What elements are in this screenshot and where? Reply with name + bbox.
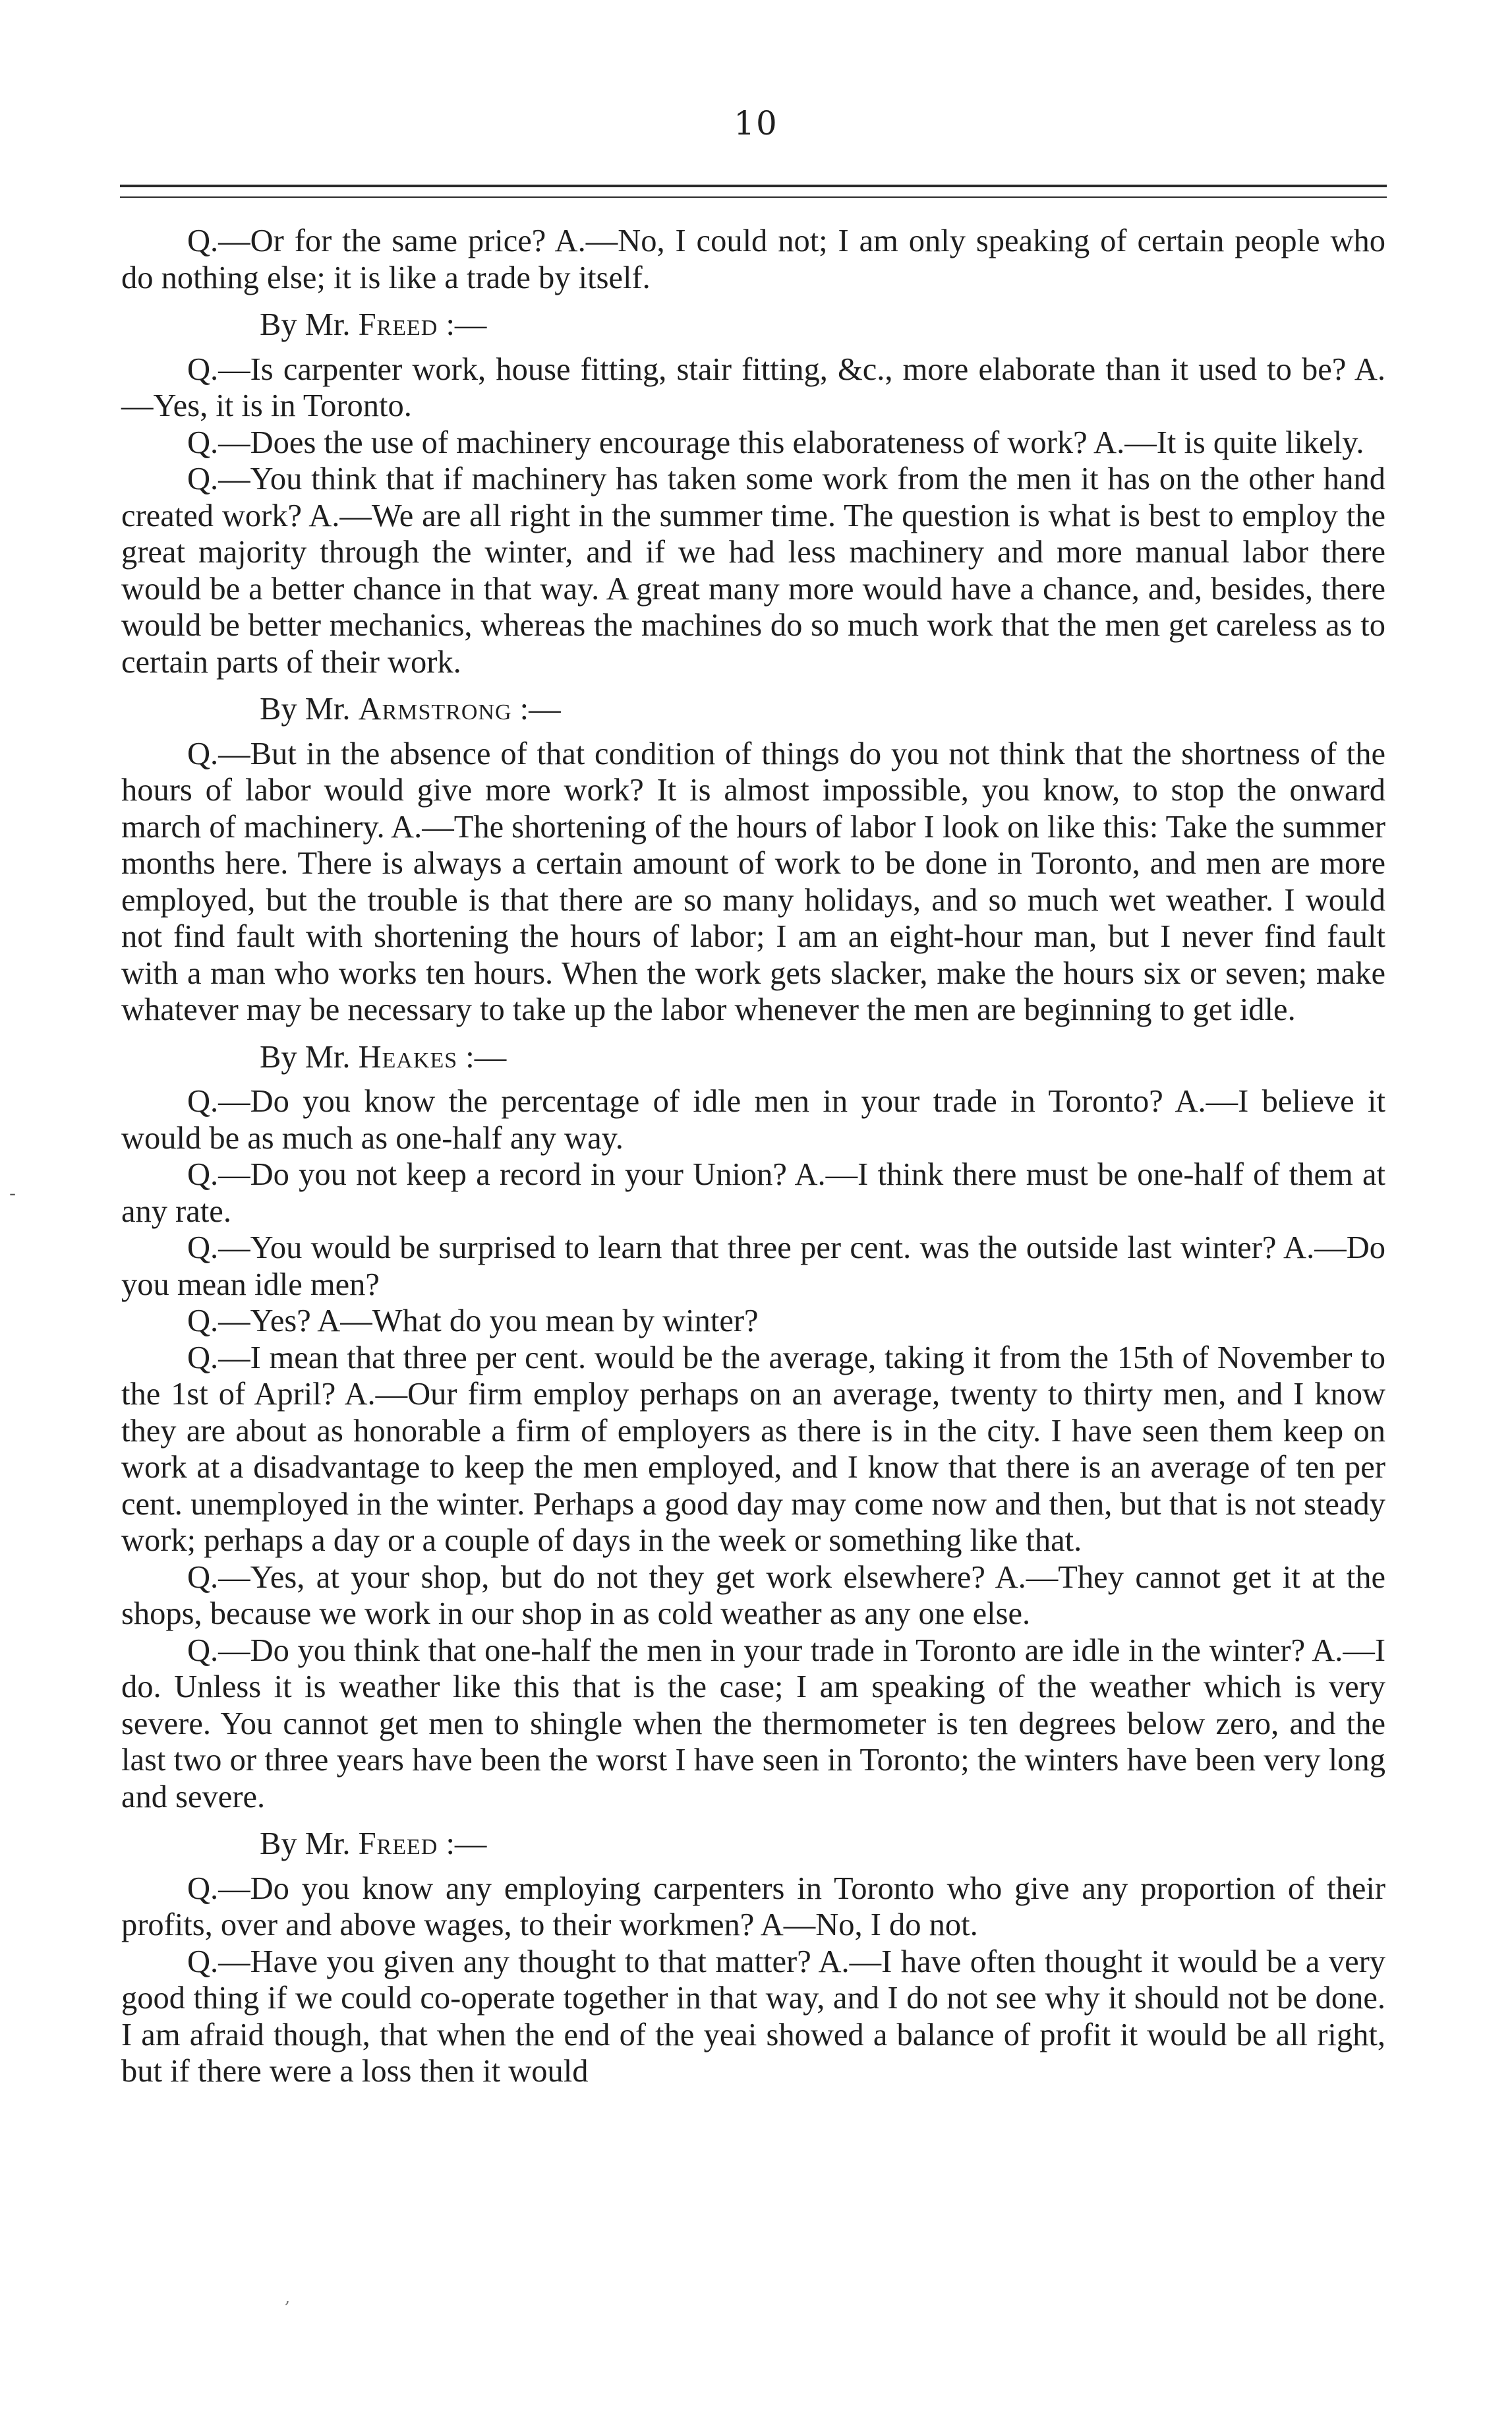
speaker-heading (121, 1826, 1385, 1863)
speaker-name: Freed (358, 1826, 438, 1861)
speaker-prefix: By Mr. (260, 307, 359, 342)
speaker-prefix: By Mr. (260, 1039, 359, 1075)
speaker-heading (121, 1039, 1385, 1076)
qa-paragraph: Q.—Do you know any employing carpenters in Toronto who give any proportion of their profits, over and above wages, to their workmen? A—No, I do not. (121, 1871, 1385, 1942)
margin-tick: , (285, 2288, 291, 2308)
qa-paragraph: Q.—Is carpenter work, house fitting, stair fitting, &c., more elaborate than it used to be? A.—Yes, it is in Toronto. (121, 351, 1385, 423)
speaker-name: Freed (358, 307, 438, 342)
qa-paragraph: Q.—I mean that three per cent. would be the average, taking it from the 15th of November to the 1st of April? A.—Our firm employ perhaps on an average, twenty to thirty men, and I know they are about as honorable a firm of employers as there is in the city. I have seen them keep on work at a disadvantage to keep the men employed, and I know that there is an average of ten per cent. unemployed in the winter. Perhaps a good day may come now and then, but that is not steady work; perhaps a day or a couple of days in the week or something like that. (121, 1340, 1385, 1558)
speaker-heading (121, 691, 1385, 728)
qa-paragraph: Q.—Have you given any thought to that matter? A.—I have often thought it would be a very good thing if we could co-operate together in that way, and I do not see why it should not be done. I am afraid though, that when the end of the yeai showed a balance of profit it would be all right, but if there were a loss then it would (121, 1944, 1385, 2089)
qa-paragraph: Q.—But in the absence of that condition of things do you not think that the shortness of the hours of labor would give more work? It is almost impossible, you know, to stop the onward march of machinery. A.—The shortening of the hours of labor I look on like this: Take the summer months here. There is always a certain amount of work to be done in Toronto, and men are more employed, but the trouble is that there are so many holidays, and so much wet weather. I would not find fault with shortening the hours of labor; I am an eight-hour man, but I never find fault with a man who works ten hours. When the work gets slacker, make the hours six or seven; make whatever may be necessary to take up the labor whenever the men are beginning to get idle. (121, 736, 1385, 1027)
margin-mark: - (9, 1182, 16, 1205)
speaker-name: Heakes (358, 1039, 458, 1075)
testimony-body (121, 223, 1385, 2090)
speaker-prefix: By Mr. (260, 1826, 359, 1861)
speaker-suffix: :— (438, 307, 487, 342)
speaker-name: Armstrong (358, 692, 512, 727)
page-number: 10 (734, 104, 778, 142)
qa-paragraph: Q.—Does the use of machinery encourage this elaborateness of work? A.—It is quite likely. (187, 425, 1364, 460)
qa-paragraph: Q.—Or for the same price? A.—No, I could not; I am only speaking of certain people who do nothing else; it is like a trade by itself. (121, 224, 1385, 295)
speaker-heading (121, 307, 1385, 344)
speaker-suffix: :— (511, 692, 561, 727)
speaker-suffix: :— (457, 1039, 507, 1075)
header-rule-thin (120, 196, 1387, 198)
header-rule-thick (120, 185, 1387, 187)
qa-paragraph: Q.—Do you know the percentage of idle men in your trade in Toronto? A.—I believe it would be as much as one-half any way. (121, 1084, 1385, 1156)
qa-paragraph: Q.—You would be surprised to learn that three per cent. was the outside last winter? A.—Do you mean idle men? (121, 1230, 1385, 1302)
qa-paragraph: Q.—You think that if machinery has taken some work from the men it has on the other hand created work? A.—We are all right in the summer time. The question is what is best to employ the great majority through the winter, and if we had less machinery and more manual labor there would be a better chance in that way. A great many more would have a chance, and, besides, there would be better mechanics, whereas the machines do so much work that the men get careless as to certain parts of their work. (121, 462, 1385, 680)
speaker-prefix: By Mr. (260, 692, 359, 727)
qa-paragraph: Q.—Yes, at your shop, but do not they get work elsewhere? A.—They cannot get it at the shops, because we work in our shop in as cold weather as any one else. (121, 1559, 1385, 1631)
speaker-suffix: :— (438, 1826, 487, 1861)
qa-paragraph: Q.—Do you think that one-half the men in your trade in Toronto are idle in the winter? A.—I do. Unless it is weather like this that is the case; I am speaking of the weather which is very severe. You cannot get men to shingle when the thermometer is ten degrees below zero, and the last two or three years have been the worst I have seen in Toronto; the winters have been very long and severe. (121, 1632, 1385, 1814)
qa-paragraph: Q.—Yes? A—What do you mean by winter? (187, 1303, 759, 1338)
qa-paragraph: Q.—Do you not keep a record in your Union? A.—I think there must be one-half of them at any rate. (121, 1157, 1385, 1229)
